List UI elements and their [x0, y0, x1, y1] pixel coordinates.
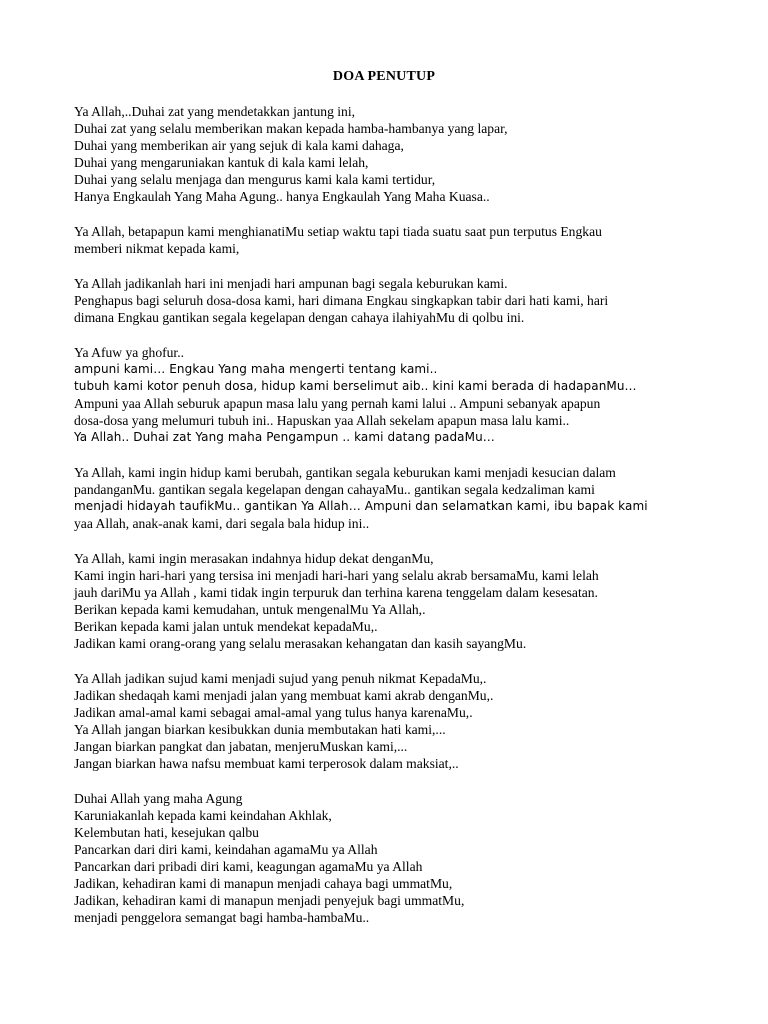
text-line: memberi nikmat kepada kami,	[74, 241, 240, 256]
text-line: Duhai zat yang selalu memberikan makan kepada hamba-hambanya yang lapar,	[74, 121, 508, 136]
paragraph-6	[74, 550, 714, 652]
text-line: pandanganMu. gantikan segala kegelapan dengan cahayaMu.. gantikan segala kedzaliman kami	[74, 482, 595, 497]
text-line: tubuh kami kotor penuh dosa, hidup kami berselimut aib.. kini kami berada di hadapanMu…	[74, 379, 637, 393]
text-line: jauh dariMu ya Allah , kami tidak ingin terpuruk dan terhina karena tenggelam dalam kesesatan.	[74, 585, 598, 600]
text-line: Duhai yang memberikan air yang sejuk di kala kami dahaga,	[74, 138, 404, 153]
text-line: dimana Engkau gantikan segala kegelapan dengan cahaya ilahiyahMu di qolbu ini.	[74, 310, 525, 325]
text-line: Ya Allah, betapapun kami menghianatiMu setiap waktu tapi tiada suatu saat pun terputus Engkau	[74, 224, 602, 239]
text-line: Ya Allah, kami ingin merasakan indahnya hidup dekat denganMu,	[74, 551, 434, 566]
text-line: Jadikan, kehadiran kami di manapun menjadi cahaya bagi ummatMu,	[74, 876, 453, 891]
text-line: Penghapus bagi seluruh dosa-dosa kami, hari dimana Engkau singkapkan tabir dari hati kami, hari	[74, 293, 609, 308]
text-line: Ampuni yaa Allah seburuk apapun masa lalu yang pernah kami lalui .. Ampuni sebanyak apapun	[74, 396, 601, 411]
text-line: menjadi penggelora semangat bagi hamba-hambaMu..	[74, 910, 370, 925]
text-line: yaa Allah, anak-anak kami, dari segala bala hidup ini..	[74, 516, 370, 531]
text-line: Ya Allah,..Duhai zat yang mendetakkan jantung ini,	[74, 104, 356, 119]
paragraph-2	[74, 223, 714, 257]
text-line: Ya Afuw ya ghofur..	[74, 345, 185, 360]
text-line: Karuniakanlah kepada kami keindahan Akhlak,	[74, 808, 332, 823]
document-title: DOA PENUTUP	[332, 69, 436, 84]
document-body	[74, 103, 714, 944]
paragraph-4	[74, 344, 714, 446]
text-line: Pancarkan dari pribadi diri kami, keagungan agamaMu ya Allah	[74, 859, 423, 874]
text-line: Jadikan, kehadiran kami di manapun menjadi penyejuk bagi ummatMu,	[74, 893, 465, 908]
paragraph-1	[74, 103, 714, 205]
text-line: Jangan biarkan pangkat dan jabatan, menjeruMuskan kami,...	[74, 739, 408, 754]
text-line: Jadikan shedaqah kami menjadi jalan yang membuat kami akrab denganMu,.	[74, 688, 494, 703]
text-line: Duhai Allah yang maha Agung	[74, 791, 243, 806]
text-line: Duhai yang mengaruniakan kantuk di kala kami lelah,	[74, 155, 369, 170]
text-line: Pancarkan dari diri kami, keindahan agamaMu ya Allah	[74, 842, 378, 857]
text-line: Jadikan amal-amal kami sebagai amal-amal yang tulus hanya karenaMu,.	[74, 705, 473, 720]
text-line: Berikan kepada kami kemudahan, untuk mengenalMu Ya Allah,.	[74, 602, 426, 617]
paragraph-7	[74, 670, 714, 772]
paragraph-8	[74, 790, 714, 926]
text-line: Kelembutan hati, kesejukan qalbu	[74, 825, 259, 840]
text-line: menjadi hidayah taufikMu.. gantikan Ya Allah… Ampuni dan selamatkan kami, ibu bapak kami	[74, 499, 648, 513]
paragraph-5	[74, 464, 714, 532]
text-line: Berikan kepada kami jalan untuk mendekat kepadaMu,.	[74, 619, 378, 634]
paragraph-3	[74, 275, 714, 326]
text-line: ampuni kami… Engkau Yang maha mengerti tentang kami..	[74, 362, 438, 376]
text-line: Duhai yang selalu menjaga dan mengurus kami kala kami tertidur,	[74, 172, 436, 187]
text-line: Ya Allah, kami ingin hidup kami berubah, gantikan segala keburukan kami menjadi kesucian dalam	[74, 465, 616, 480]
text-line: Ya Allah jangan biarkan kesibukkan dunia membutakan hati kami,...	[74, 722, 446, 737]
text-line: Kami ingin hari-hari yang tersisa ini menjadi hari-hari yang selalu akrab bersamaMu, kami lelah	[74, 568, 599, 583]
text-line: Jangan biarkan hawa nafsu membuat kami terperosok dalam maksiat,..	[74, 756, 459, 771]
text-line: Ya Allah.. Duhai zat Yang maha Pengampun .. kami datang padaMu…	[74, 430, 495, 444]
text-line: Hanya Engkaulah Yang Maha Agung.. hanya Engkaulah Yang Maha Kuasa..	[74, 189, 490, 204]
text-line: Ya Allah jadikan sujud kami menjadi sujud yang penuh nikmat KepadaMu,.	[74, 671, 487, 686]
text-line: Jadikan kami orang-orang yang selalu merasakan kehangatan dan kasih sayangMu.	[74, 636, 527, 651]
text-line: dosa-dosa yang melumuri tubuh ini.. Hapuskan yaa Allah sekelam apapun masa lalu kami..	[74, 413, 570, 428]
text-line: Ya Allah jadikanlah hari ini menjadi hari ampunan bagi segala keburukan kami.	[74, 276, 508, 291]
